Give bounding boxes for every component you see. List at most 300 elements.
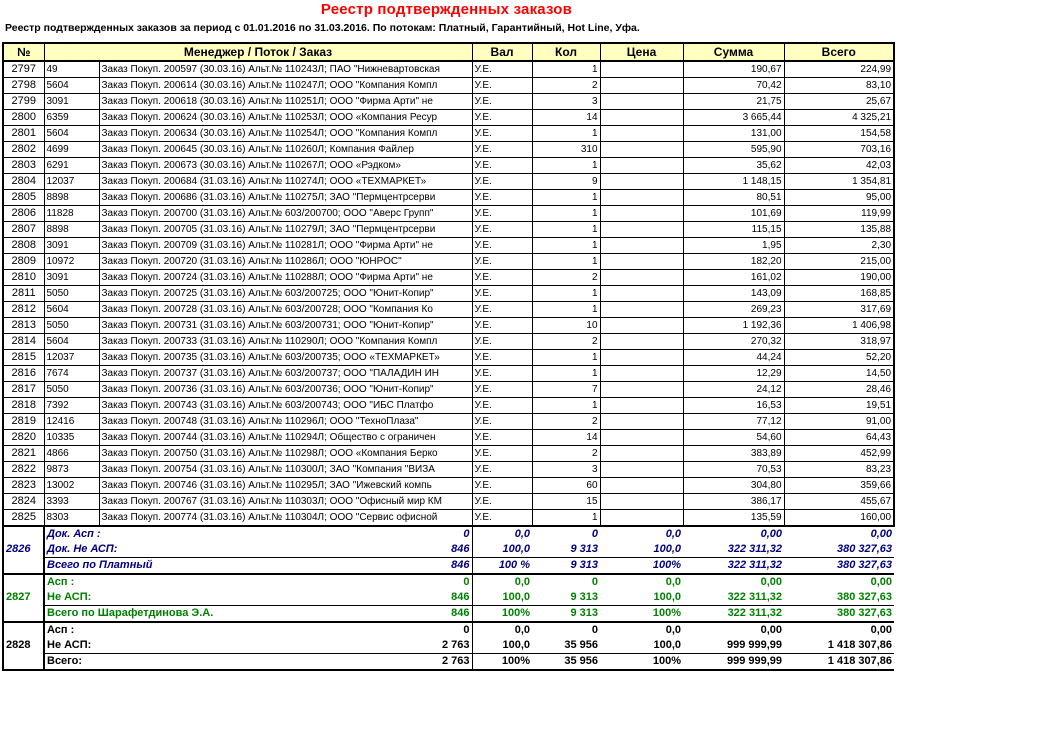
cell-price	[600, 61, 683, 78]
cell-qty: 1	[532, 286, 600, 302]
cell-total: 14,50	[784, 366, 894, 382]
summary-value-d: 100%	[600, 654, 683, 671]
cell-qty: 1	[532, 238, 600, 254]
summary-label-text: Всего по Платный	[47, 559, 153, 571]
summary-value-e: 322 311,32	[727, 591, 783, 603]
summary-value-f: 0,00	[784, 574, 894, 590]
table-header-row	[3, 43, 894, 61]
col-header-sum: Сумма	[683, 43, 784, 61]
cell-no: 2808	[3, 238, 44, 254]
summary-value-f: 0,00	[784, 526, 894, 542]
cell-qty: 7	[532, 382, 600, 398]
summary-label	[44, 526, 472, 542]
cell-price	[600, 430, 683, 446]
cell-no: 2798	[3, 78, 44, 94]
summary-label-text: Не АСП:	[47, 591, 92, 603]
summary-value-e: 0,00	[683, 622, 784, 638]
cell-order: Заказ Покуп. 200700 (31.03.16) Альт.№ 603/200700; ООО "Аверс Групп"	[99, 206, 472, 222]
cell-currency: У.Е.	[472, 158, 532, 174]
cell-currency: У.Е.	[472, 414, 532, 430]
cell-qty: 2	[532, 446, 600, 462]
cell-order: Заказ Покуп. 200746 (31.03.16) Альт.№ 110295Л; ЗАО "Ижевский компь	[99, 478, 472, 494]
cell-currency: У.Е.	[472, 190, 532, 206]
summary-value-d: 100,0	[653, 591, 682, 603]
summary-label	[44, 622, 472, 638]
cell-qty: 1	[532, 158, 600, 174]
cell-order: Заказ Покуп. 200724 (31.03.16) Альт.№ 110288Л; ООО "Фирма Арти" не	[99, 270, 472, 286]
table-row[interactable]	[3, 398, 894, 414]
cell-price	[600, 398, 683, 414]
table-row[interactable]	[3, 254, 894, 270]
cell-total: 359,66	[784, 478, 894, 494]
cell-no: 2799	[3, 94, 44, 110]
cell-no: 2816	[3, 366, 44, 382]
cell-order: Заказ Покуп. 200634 (30.03.16) Альт.№ 110254Л; ООО "Компания Компл	[99, 126, 472, 142]
cell-currency: У.Е.	[472, 110, 532, 126]
cell-sum: 77,12	[683, 414, 784, 430]
cell-sum: 44,24	[683, 350, 784, 366]
summary-group-no	[3, 622, 44, 638]
cell-order: Заказ Покуп. 200737 (31.03.16) Альт.№ 603/200737; ООО "ПАЛАДИН ИН	[99, 366, 472, 382]
cell-sum: 304,80	[683, 478, 784, 494]
cell-total: 52,20	[784, 350, 894, 366]
orders-body	[3, 61, 894, 526]
summary-value-d: 100,0	[653, 639, 682, 651]
cell-total: 119,99	[784, 206, 894, 222]
cell-order: Заказ Покуп. 200705 (31.03.16) Альт.№ 110279Л; ЗАО "Пермцентрсерви	[99, 222, 472, 238]
cell-sum: 24,12	[683, 382, 784, 398]
cell-price	[600, 126, 683, 142]
cell-sum: 3 665,44	[683, 110, 784, 126]
cell-currency: У.Е.	[472, 174, 532, 190]
summary-value-d: 0,0	[600, 622, 683, 638]
cell-total: 455,67	[784, 494, 894, 510]
cell-currency: У.Е.	[472, 78, 532, 94]
summary-value-c: 9 313	[570, 591, 599, 603]
cell-total: 25,67	[784, 94, 894, 110]
table-row[interactable]	[3, 494, 894, 510]
summary-doc-count: 846	[451, 607, 470, 619]
report-title: Реестр подтвержденных заказов	[320, 1, 573, 18]
table-row[interactable]	[3, 110, 894, 126]
table-row[interactable]	[3, 382, 894, 398]
summary-group-no: 2828	[3, 638, 44, 654]
summary-value-e: 999 999,99	[683, 654, 784, 671]
summary-row	[3, 606, 894, 623]
cell-sum: 35,62	[683, 158, 784, 174]
summary-value-d: 100%	[600, 558, 683, 575]
summary-value-b: 100%	[472, 654, 532, 671]
cell-price	[600, 478, 683, 494]
table-row[interactable]	[3, 190, 894, 206]
summary-value-b: 100%	[472, 606, 532, 623]
summary-label-text: Асп :	[47, 576, 75, 588]
cell-no: 2805	[3, 190, 44, 206]
cell-qty: 2	[532, 78, 600, 94]
cell-manager-id: 3091	[44, 270, 99, 286]
summary-row	[3, 542, 894, 558]
table-row[interactable]	[3, 510, 894, 527]
cell-no: 2801	[3, 126, 44, 142]
table-row[interactable]	[3, 478, 894, 494]
cell-sum: 269,23	[683, 302, 784, 318]
cell-order: Заказ Покуп. 200731 (31.03.16) Альт.№ 603/200731; ООО "Юнит-Копир"	[99, 318, 472, 334]
cell-price	[600, 110, 683, 126]
table-row[interactable]	[3, 350, 894, 366]
summary-value-b: 100,0	[502, 639, 531, 651]
summary-doc-count: 0	[463, 528, 470, 540]
table-row[interactable]	[3, 462, 894, 478]
summary-row	[3, 590, 894, 606]
cell-manager-id: 8898	[44, 190, 99, 206]
cell-no: 2824	[3, 494, 44, 510]
cell-order: Заказ Покуп. 200733 (31.03.16) Альт.№ 110290Л; ООО "Компания Компл	[99, 334, 472, 350]
cell-order: Заказ Покуп. 200684 (31.03.16) Альт.№ 110274Л; ООО «ТЕХМАРКЕТ»	[99, 174, 472, 190]
cell-manager-id: 12037	[44, 350, 99, 366]
cell-order: Заказ Покуп. 200720 (31.03.16) Альт.№ 110286Л; ООО "ЮНРОС"	[99, 254, 472, 270]
cell-no: 2804	[3, 174, 44, 190]
cell-no: 2819	[3, 414, 44, 430]
cell-sum: 16,53	[683, 398, 784, 414]
cell-sum: 1 192,36	[683, 318, 784, 334]
cell-no: 2821	[3, 446, 44, 462]
col-header-manager: Менеджер / Поток / Заказ	[44, 43, 472, 61]
summary-value-d: 0,0	[600, 526, 683, 542]
cell-manager-id: 6291	[44, 158, 99, 174]
cell-no: 2797	[3, 61, 44, 78]
cell-total: 83,23	[784, 462, 894, 478]
cell-currency: У.Е.	[472, 61, 532, 78]
cell-sum: 383,89	[683, 446, 784, 462]
cell-order: Заказ Покуп. 200774 (31.03.16) Альт.№ 110304Л; ООО "Сервис офисной	[99, 510, 472, 527]
table-row[interactable]	[3, 126, 894, 142]
cell-order: Заказ Покуп. 200614 (30.03.16) Альт.№ 110247Л; ООО "Компания Компл	[99, 78, 472, 94]
cell-order: Заказ Покуп. 200767 (31.03.16) Альт.№ 110303Л; ООО "Офисный мир КМ	[99, 494, 472, 510]
cell-sum: 131,00	[683, 126, 784, 142]
cell-manager-id: 3091	[44, 94, 99, 110]
cell-price	[600, 414, 683, 430]
cell-total: 224,99	[784, 61, 894, 78]
cell-total: 190,00	[784, 270, 894, 286]
cell-sum: 101,69	[683, 206, 784, 222]
cell-total: 1 406,98	[784, 318, 894, 334]
cell-no: 2818	[3, 398, 44, 414]
cell-qty: 10	[532, 318, 600, 334]
summary-value-f: 1 418 307,86	[784, 654, 894, 671]
cell-order: Заказ Покуп. 200743 (31.03.16) Альт.№ 603/200743; ООО "ИБС Платфо	[99, 398, 472, 414]
cell-currency: У.Е.	[472, 478, 532, 494]
cell-total: 2,30	[784, 238, 894, 254]
summary-group-no	[3, 574, 44, 590]
cell-currency: У.Е.	[472, 238, 532, 254]
cell-price	[600, 270, 683, 286]
summary-row	[3, 526, 894, 542]
cell-total: 452,99	[784, 446, 894, 462]
cell-order: Заказ Покуп. 200686 (31.03.16) Альт.№ 110275Л; ЗАО "Пермцентрсерви	[99, 190, 472, 206]
summary-value-e: 322 311,32	[727, 543, 783, 555]
cell-qty: 14	[532, 430, 600, 446]
summary-doc-count: 2 763	[441, 639, 470, 651]
cell-manager-id: 7674	[44, 366, 99, 382]
cell-order: Заказ Покуп. 200709 (31.03.16) Альт.№ 110281Л; ООО "Фирма Арти" не	[99, 238, 472, 254]
cell-total: 168,85	[784, 286, 894, 302]
table-row[interactable]	[3, 366, 894, 382]
summary-value-c: 9 313	[532, 606, 600, 623]
cell-sum: 143,09	[683, 286, 784, 302]
cell-no: 2810	[3, 270, 44, 286]
cell-sum: 80,51	[683, 190, 784, 206]
cell-sum: 161,02	[683, 270, 784, 286]
cell-total: 64,43	[784, 430, 894, 446]
cell-no: 2803	[3, 158, 44, 174]
cell-currency: У.Е.	[472, 494, 532, 510]
cell-manager-id: 3091	[44, 238, 99, 254]
summary-value-e: 0,00	[683, 526, 784, 542]
summary-label	[44, 574, 472, 590]
table-row[interactable]	[3, 158, 894, 174]
table-row[interactable]	[3, 142, 894, 158]
cell-price	[600, 286, 683, 302]
summary-group-no	[3, 606, 44, 623]
cell-no: 2807	[3, 222, 44, 238]
summary-value-b: 0,0	[472, 574, 532, 590]
cell-sum: 70,53	[683, 462, 784, 478]
table-row[interactable]	[3, 61, 894, 78]
cell-manager-id: 49	[44, 61, 99, 78]
cell-manager-id: 8303	[44, 510, 99, 527]
summary-group-no: 2827	[3, 590, 44, 606]
table-row[interactable]	[3, 238, 894, 254]
table-row[interactable]	[3, 334, 894, 350]
cell-qty: 3	[532, 94, 600, 110]
cell-price	[600, 510, 683, 527]
table-row[interactable]	[3, 318, 894, 334]
cell-price	[600, 174, 683, 190]
summary-value-b: 100 %	[472, 558, 532, 575]
summary-doc-count: 0	[463, 624, 470, 636]
cell-qty: 2	[532, 334, 600, 350]
col-header-qty: Кол	[532, 43, 600, 61]
report-subtitle: Реестр подтвержденных заказов за период с 01.01.2016 по 31.03.2016. По потокам: Платный, Гарантийный, Hot Line, Уфа.	[5, 22, 640, 34]
cell-qty: 1	[532, 510, 600, 527]
summary-row	[3, 638, 894, 654]
cell-no: 2812	[3, 302, 44, 318]
summary-value-b: 100,0	[502, 543, 531, 555]
summary-label	[44, 590, 472, 606]
summary-group-no	[3, 526, 44, 542]
cell-order: Заказ Покуп. 200645 (30.03.16) Альт.№ 110260Л; Компания Файлер	[99, 142, 472, 158]
cell-manager-id: 5050	[44, 318, 99, 334]
col-header-price: Цена	[600, 43, 683, 61]
cell-qty: 1	[532, 398, 600, 414]
cell-total: 703,16	[784, 142, 894, 158]
cell-price	[600, 446, 683, 462]
cell-sum: 1 148,15	[683, 174, 784, 190]
cell-order: Заказ Покуп. 200728 (31.03.16) Альт.№ 603/200728; ООО "Компания Ко	[99, 302, 472, 318]
summary-value-d: 0,0	[600, 574, 683, 590]
table-row[interactable]	[3, 174, 894, 190]
cell-price	[600, 350, 683, 366]
cell-order: Заказ Покуп. 200735 (31.03.16) Альт.№ 603/200735; ООО «ТЕХМАРКЕТ»	[99, 350, 472, 366]
cell-price	[600, 190, 683, 206]
summary-body	[3, 526, 894, 670]
cell-currency: У.Е.	[472, 398, 532, 414]
summary-label-text: Асп :	[47, 624, 75, 636]
summary-value-f: 380 327,63	[784, 558, 894, 575]
cell-no: 2822	[3, 462, 44, 478]
cell-total: 4 325,21	[784, 110, 894, 126]
table-row[interactable]	[3, 430, 894, 446]
summary-value-c: 35 956	[564, 639, 599, 651]
summary-row	[3, 558, 894, 575]
summary-value-d: 100,0	[653, 543, 682, 555]
cell-order: Заказ Покуп. 200750 (31.03.16) Альт.№ 110298Л; ООО «Компания Берко	[99, 446, 472, 462]
table-row[interactable]	[3, 222, 894, 238]
summary-value-f: 0,00	[784, 622, 894, 638]
table-row[interactable]	[3, 94, 894, 110]
cell-currency: У.Е.	[472, 302, 532, 318]
table-row[interactable]	[3, 270, 894, 286]
cell-qty: 15	[532, 494, 600, 510]
cell-no: 2802	[3, 142, 44, 158]
cell-order: Заказ Покуп. 200725 (31.03.16) Альт.№ 603/200725; ООО "Юнит-Копир"	[99, 286, 472, 302]
cell-manager-id: 6359	[44, 110, 99, 126]
summary-label	[44, 542, 472, 558]
cell-qty: 1	[532, 254, 600, 270]
cell-currency: У.Е.	[472, 446, 532, 462]
cell-price	[600, 382, 683, 398]
cell-no: 2809	[3, 254, 44, 270]
cell-currency: У.Е.	[472, 142, 532, 158]
table-row[interactable]	[3, 286, 894, 302]
summary-label	[44, 638, 472, 654]
cell-manager-id: 12416	[44, 414, 99, 430]
cell-total: 154,58	[784, 126, 894, 142]
cell-price	[600, 254, 683, 270]
cell-qty: 2	[532, 414, 600, 430]
cell-currency: У.Е.	[472, 286, 532, 302]
cell-sum: 115,15	[683, 222, 784, 238]
cell-manager-id: 8898	[44, 222, 99, 238]
summary-value-d: 100%	[600, 606, 683, 623]
cell-currency: У.Е.	[472, 270, 532, 286]
summary-label-text: Всего по Шарафетдинова Э.А.	[47, 607, 214, 619]
cell-sum: 386,17	[683, 494, 784, 510]
cell-currency: У.Е.	[472, 206, 532, 222]
summary-value-c: 9 313	[532, 558, 600, 575]
cell-qty: 60	[532, 478, 600, 494]
cell-qty: 1	[532, 206, 600, 222]
cell-manager-id: 5050	[44, 382, 99, 398]
summary-value-c: 35 956	[532, 654, 600, 671]
cell-currency: У.Е.	[472, 350, 532, 366]
summary-label-text: Док. Не АСП:	[47, 543, 118, 555]
cell-order: Заказ Покуп. 200736 (31.03.16) Альт.№ 603/200736; ООО "Юнит-Копир"	[99, 382, 472, 398]
cell-no: 2820	[3, 430, 44, 446]
cell-sum: 135,59	[683, 510, 784, 527]
summary-label	[44, 558, 472, 575]
cell-currency: У.Е.	[472, 510, 532, 527]
summary-value-e: 0,00	[683, 574, 784, 590]
cell-order: Заказ Покуп. 200744 (31.03.16) Альт.№ 110294Л; Общество с ограничен	[99, 430, 472, 446]
cell-manager-id: 5604	[44, 78, 99, 94]
cell-total: 28,46	[784, 382, 894, 398]
cell-order: Заказ Покуп. 200754 (31.03.16) Альт.№ 110300Л; ЗАО "Компания "ВИЗА	[99, 462, 472, 478]
summary-value-e: 999 999,99	[726, 639, 783, 651]
cell-qty: 1	[532, 366, 600, 382]
summary-value-b: 0,0	[472, 526, 532, 542]
cell-no: 2814	[3, 334, 44, 350]
cell-total: 95,00	[784, 190, 894, 206]
table-row[interactable]	[3, 206, 894, 222]
summary-label	[44, 654, 472, 671]
cell-manager-id: 10972	[44, 254, 99, 270]
summary-row	[3, 574, 894, 590]
cell-sum: 190,67	[683, 61, 784, 78]
cell-manager-id: 11828	[44, 206, 99, 222]
cell-currency: У.Е.	[472, 254, 532, 270]
summary-row	[3, 622, 894, 638]
cell-price	[600, 318, 683, 334]
cell-total: 317,69	[784, 302, 894, 318]
table-row[interactable]	[3, 414, 894, 430]
cell-total: 91,00	[784, 414, 894, 430]
summary-value-c: 0	[532, 574, 600, 590]
cell-currency: У.Е.	[472, 430, 532, 446]
summary-value-f: 1 418 307,86	[827, 639, 893, 651]
cell-qty: 1	[532, 302, 600, 318]
summary-value-e: 322 311,32	[683, 606, 784, 623]
cell-price	[600, 238, 683, 254]
table-row[interactable]	[3, 302, 894, 318]
cell-total: 318,97	[784, 334, 894, 350]
cell-order: Заказ Покуп. 200673 (30.03.16) Альт.№ 110267Л; ООО «Рэдком»	[99, 158, 472, 174]
cell-order: Заказ Покуп. 200618 (30.03.16) Альт.№ 110251Л; ООО "Фирма Арти" не	[99, 94, 472, 110]
cell-price	[600, 206, 683, 222]
cell-order: Заказ Покуп. 200624 (30.03.16) Альт.№ 110253Л; ООО «Компания Ресур	[99, 110, 472, 126]
summary-value-e: 322 311,32	[683, 558, 784, 575]
cell-sum: 21,75	[683, 94, 784, 110]
cell-sum: 12,29	[683, 366, 784, 382]
summary-value-b: 0,0	[472, 622, 532, 638]
cell-qty: 1	[532, 61, 600, 78]
cell-no: 2815	[3, 350, 44, 366]
summary-row	[3, 654, 894, 671]
summary-doc-count: 846	[451, 591, 470, 603]
cell-qty: 310	[532, 142, 600, 158]
summary-group-no: 2826	[3, 542, 44, 558]
cell-manager-id: 5050	[44, 286, 99, 302]
summary-doc-count: 846	[451, 559, 470, 571]
cell-sum: 1,95	[683, 238, 784, 254]
table-row[interactable]	[3, 78, 894, 94]
cell-order: Заказ Покуп. 200748 (31.03.16) Альт.№ 110296Л; ООО "ТехноПлаза"	[99, 414, 472, 430]
cell-manager-id: 7392	[44, 398, 99, 414]
table-row[interactable]	[3, 446, 894, 462]
summary-value-c: 9 313	[570, 543, 599, 555]
summary-doc-count: 2 763	[441, 655, 470, 667]
summary-value-f: 380 327,63	[836, 543, 893, 555]
orders-table	[2, 42, 895, 671]
cell-price	[600, 334, 683, 350]
cell-qty: 9	[532, 174, 600, 190]
summary-label-text: Док. Асп :	[47, 528, 101, 540]
cell-total: 215,00	[784, 254, 894, 270]
cell-currency: У.Е.	[472, 126, 532, 142]
cell-currency: У.Е.	[472, 318, 532, 334]
summary-value-b: 100,0	[502, 591, 531, 603]
cell-qty: 2	[532, 270, 600, 286]
